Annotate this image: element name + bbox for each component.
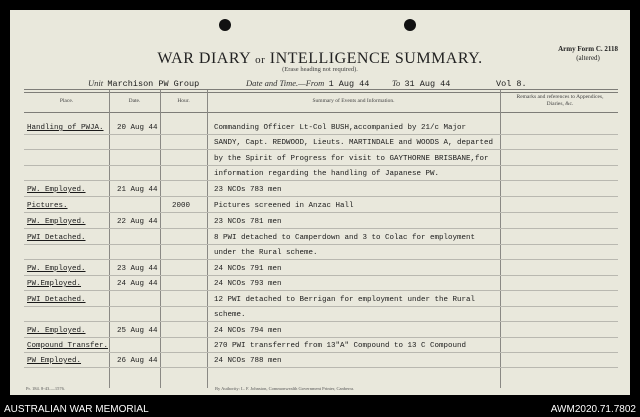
entry-summary: 8 PWI detached to Camperdown and 3 to Colac for employment <box>214 234 476 242</box>
date-line <box>246 78 369 89</box>
entry-summary: 23 NCOs 781 men <box>214 218 282 226</box>
volume-line <box>496 78 527 89</box>
entry-summary: 270 PWI transferred from 13"A" Compound to 13 C Compound <box>214 342 467 350</box>
to-label: To <box>392 78 401 88</box>
header-rule <box>24 92 618 93</box>
entry-line <box>24 259 618 260</box>
entry-place: PW Employed. <box>27 357 82 365</box>
entry-line <box>24 228 618 229</box>
entry-place: PW. Employed. <box>27 327 86 335</box>
entry-summary: information regarding the handling of Japanese PW. <box>214 170 440 178</box>
entry-line <box>24 244 618 245</box>
date-label: Date and Time.—From <box>246 78 325 88</box>
unit-line <box>88 78 199 89</box>
entry-place: PW. Employed. <box>27 218 86 226</box>
entry-line <box>24 367 618 368</box>
entry-place: Compound Transfer. <box>27 342 109 350</box>
archive-caption: AUSTRALIAN WAR MEMORIAL <box>4 404 149 415</box>
entry-summary: under the Rural scheme. <box>214 249 318 257</box>
entry-line <box>24 165 618 166</box>
entry-date: 21 Aug 44 <box>117 186 158 194</box>
archive-reference: AWM2020.71.7802 <box>550 404 636 415</box>
form-number <box>558 45 618 63</box>
entry-date: 22 Aug 44 <box>117 218 158 226</box>
entry-hour: 2000 <box>172 202 191 210</box>
entry-line <box>24 180 618 181</box>
entry-place: PW. Employed. <box>27 186 86 194</box>
printer-authority: By Authority: L. F. Johnston, Commonwealth Government Printer, Canberra. <box>215 386 355 391</box>
entry-line <box>24 321 618 322</box>
entry-place: PW. Employed. <box>27 265 86 273</box>
to-value: 31 Aug 44 <box>404 79 451 89</box>
entry-line <box>24 149 618 150</box>
entry-line <box>24 337 618 338</box>
from-value: 1 Aug 44 <box>328 79 370 89</box>
column-head-rule <box>24 112 618 113</box>
entry-date: 23 Aug 44 <box>117 265 158 273</box>
header-rule <box>24 89 618 90</box>
entry-summary: 24 NCOs 791 men <box>214 265 282 273</box>
unit-value: Marchison PW Group <box>107 79 200 89</box>
punch-hole <box>404 19 416 31</box>
entry-line <box>24 196 618 197</box>
printer-code: Pr. 184. 8-43.—1576. <box>26 386 66 391</box>
entry-summary: 24 NCOs 794 men <box>214 327 282 335</box>
entry-line <box>24 306 618 307</box>
entry-date: 20 Aug 44 <box>117 124 158 132</box>
volume-value: Vol 8. <box>496 79 527 89</box>
entry-line <box>24 352 618 353</box>
column-header-summary: Summary of Events and Information. <box>312 98 395 104</box>
entry-place: Pictures. <box>27 202 68 210</box>
entry-line <box>24 275 618 276</box>
entry-summary: 24 NCOs 793 men <box>214 280 282 288</box>
entry-summary: scheme. <box>214 311 246 319</box>
column-header-date: Date. <box>128 98 141 104</box>
unit-label: Unit <box>88 78 104 88</box>
entry-summary: Commanding Officer Lt-Col BUSH,accompanied by 21/c Major <box>214 124 467 132</box>
form-altered-note: (altered) <box>576 54 600 62</box>
erase-heading-note: (Erase heading not required). <box>282 66 358 73</box>
title-or: or <box>255 54 266 66</box>
entry-date: 24 Aug 44 <box>117 280 158 288</box>
column-header-place: Place. <box>59 98 74 104</box>
entry-summary: 23 NCOs 783 men <box>214 186 282 194</box>
to-line <box>392 78 450 89</box>
entry-line <box>24 290 618 291</box>
entry-date: 25 Aug 44 <box>117 327 158 335</box>
entry-summary: 24 NCOs 788 men <box>214 357 282 365</box>
entry-place: PWI Detached. <box>27 296 86 304</box>
title-intelligence-summary: INTELLIGENCE SUMMARY. <box>269 50 483 67</box>
column-header-remarks: Remarks and references to Appendices, Diaries, &c. <box>516 94 604 107</box>
entry-place: Handling of PWJA. <box>27 124 104 132</box>
entry-date: 26 Aug 44 <box>117 357 158 365</box>
entry-line <box>24 212 618 213</box>
entry-summary: by the Spirit of Progress for visit to GAYTHORNE BRISBANE,for <box>214 155 489 163</box>
entry-place: PWI Detached. <box>27 234 86 242</box>
column-header-hour: Hour. <box>177 98 190 104</box>
diary-page <box>10 10 630 395</box>
entry-summary: Pictures screened in Anzac Hall <box>214 202 354 210</box>
entry-summary: SANDY, Capt. REDWOOD, Lieuts. MARTINDALE and WOODS A, departed <box>214 139 494 147</box>
form-number-text: Army Form C. 2118 <box>558 45 618 53</box>
entry-summary: 12 PWI detached to Berrigan for employment under the Rural <box>214 296 476 304</box>
punch-hole <box>219 19 231 31</box>
entry-place: PW.Employed. <box>27 280 82 288</box>
title-war-diary: WAR DIARY <box>157 50 251 67</box>
entry-line <box>24 134 618 135</box>
